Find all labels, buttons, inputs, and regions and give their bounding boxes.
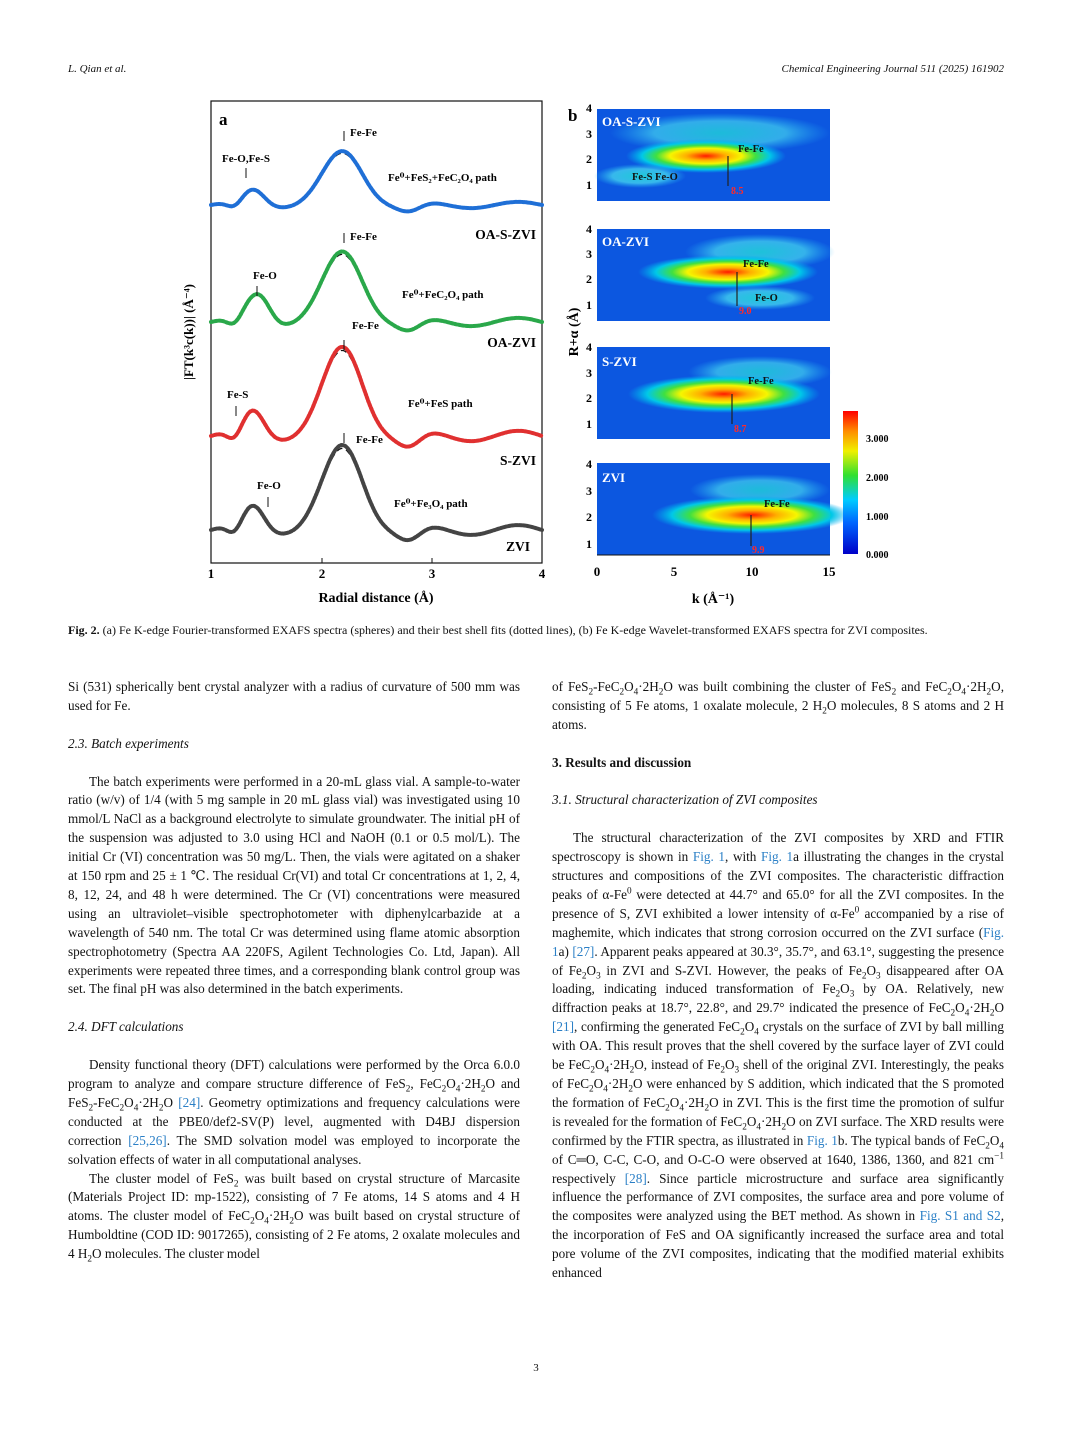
- citation-link[interactable]: [24]: [178, 1094, 201, 1110]
- wt-feo-label: Fe-O: [755, 293, 778, 304]
- text-run: O in ZVI. This is the first time the promotion of sulfur is revealed for the formation of FeC: [552, 1094, 1004, 1129]
- wt-sample-label: OA-S-ZVI: [602, 114, 661, 129]
- citation-link[interactable]: [21]: [552, 1019, 574, 1035]
- a-xtick-label: 3: [428, 566, 436, 581]
- oasz-path-label: Fe⁰+FeS₂+FeC₂O₄ path: [388, 172, 497, 184]
- wt-fefe-label: Fe-Fe: [738, 144, 764, 155]
- text-run: The structural characterization of the ZVI composites by XRD and FTIR spectroscopy is shown in: [552, 830, 1004, 865]
- wt-ytick: 2: [586, 272, 592, 286]
- wt-fes-label: Fe-S Fe-O: [632, 172, 678, 183]
- wt-ytick: 3: [586, 484, 592, 498]
- oaz-path-label: Fe⁰+FeC₂O₄ path: [402, 289, 484, 301]
- text-run: O molecules. The cluster model: [92, 1246, 260, 1262]
- panel-b: [566, 101, 889, 607]
- wt-kmax-label: 8.5: [731, 186, 744, 197]
- page-number: 3: [533, 1362, 539, 1374]
- section-heading-2-3: 2.3. Batch experiments: [68, 735, 189, 751]
- wt-hotspot: [628, 375, 820, 413]
- wt-ytick: 4: [586, 457, 592, 471]
- b-xtick-label: 10: [745, 564, 759, 579]
- text-run: , confirming the generated FeC: [573, 1019, 741, 1035]
- text-run: . Since particle microstructure and surface area significantly influence the performance of ZVI composites, the surface area and pore volume of the composites were analyzed using the BET method. As shown in: [552, 1170, 1005, 1224]
- wt-kmax-label: 9.0: [739, 306, 752, 317]
- wt-ytick: 4: [586, 340, 592, 354]
- wt-ytick: 1: [586, 178, 592, 192]
- oasz-feo-label: Fe-O,Fe-S: [222, 153, 270, 165]
- paragraph-cluster: The cluster model of FeS$_2$ was built based on crystal structure of Marcasite (Materials Project ID: mp-1522), consisting of 7 Fe atoms, 14 S atoms and 4 H atoms. The cluster model of $FeC_2O_4\cdot 2H_2O$ was built based on crystal structure of Humboldtine (COD ID: 9017265), consisting of 2 Fe atoms, 2 oxalate molecules and 4 $H_2O$ molecules. The cluster model: [68, 1170, 521, 1264]
- text-run: crystals on the surface of ZVI by ball milling with OA. This result proves that the shell covered by the surface layer of ZVI could be FeC: [552, 1019, 1004, 1073]
- colorbar-label: 3.000: [866, 434, 889, 445]
- text-run: O, consisting of 5 Fe atoms, 1 oxalate molecule, 2 H: [552, 679, 1004, 713]
- wt-yaxes: [586, 101, 592, 551]
- wt-fefe-label: Fe-Fe: [748, 376, 774, 387]
- left-column: [68, 678, 520, 1264]
- text-run: The SMD solvation model was employed to incorporate the solvation effects of water in all computational analyses.: [68, 1132, 521, 1167]
- wt-ytick: 1: [586, 298, 592, 312]
- panel-a-label: a: [219, 110, 228, 129]
- colorbar-label: 2.000: [866, 473, 889, 484]
- spectrum-curve: [211, 347, 542, 447]
- caption-label: Fig. 2.: [68, 623, 100, 637]
- a-xtick-label: 2: [318, 566, 326, 581]
- colorbar-label: 0.000: [866, 550, 889, 561]
- zvi-path-label: Fe⁰+Fe₃O₄ path: [394, 498, 468, 510]
- a-xtick-label: 4: [538, 566, 546, 581]
- text-run: with: [732, 849, 757, 865]
- sz-path-label: Fe⁰+FeS path: [408, 398, 473, 410]
- figure-link[interactable]: Fig. 1: [761, 849, 794, 865]
- wt-panel-zvi: [597, 463, 852, 556]
- fit-curve: [211, 254, 542, 330]
- text-run: was built based on crystal structure of Marcasite (Materials Project ID: mp-1522), consisting of 7 Fe atoms, 14 S atoms and 4 H atoms. The cluster model of FeC: [68, 1170, 521, 1224]
- wt-ytick: 3: [586, 366, 592, 380]
- text-run: in ZVI and S-ZVI. However, the peaks of Fe: [600, 962, 862, 978]
- paragraph-dft: Density functional theory (DFT) calculations were performed by the Orca 6.0.0 program to analyze and compare structure difference of FeS$_2$, $FeC_2O_4\cdot 2H_2O$ and $FeS_2-FeC_2O_4\cdot 2H_2O$ [24]. Geometry optimizations and frequency calculations were conducted at the PBE0/def2-SV(P) level, augmented with D4BJ dispersion correction [25,26]. The SMD solvation model was employed to incorporate the solvation effects of water in all computational analyses.: [68, 1057, 521, 1167]
- text-run: Density functional theory (DFT) calculations were performed by the Orca 6.0.0 program to analyze and compare structure difference of FeS: [68, 1057, 520, 1091]
- wt-panel-sz: [597, 347, 832, 439]
- wt-sample-label: OA-ZVI: [602, 234, 649, 249]
- text-run: a illustrating the changes in the crystal structures and compositions of the ZVI composites. The characteristic diffraction peaks of α-Fe: [552, 849, 1005, 902]
- fit-curve: [211, 351, 542, 447]
- text-run: a): [558, 943, 569, 959]
- wt-ytick: 1: [586, 537, 592, 551]
- panel-b-label: b: [568, 106, 578, 125]
- wt-panel-oasz: [594, 109, 830, 201]
- paragraph-batch: The batch experiments were performed in a 20-mL glass vial. A sample-to-water ratio (w/v) of 1/4 (with 5 mg sample in 20 mL glass vial) was investigated using 10 mmol/L NaCl as a background electrolyte to simulate groundwater. The initial pH of the suspension was adjusted to 3.0 using HCl and NaOH (0.1 or 0.5 mol/L). The initial Cr (VI) concentration was 50 mg/L. Then, the vials were agitated on a shaker at 150 rpm and 25 ± 1 ℃. The residual Cr(VI) and total Cr concentrations at 1, 2, 4, 8, 12, 24, and 48 h were determined. The Cr (VI) concentrations were measured using an ultraviolet–visible spectrophotometer with diphenylcarbazide at a wavelength of 540 nm. The total Cr was determined using flame atomic absorption spectrophotometry (Spectra AA 220FS, Agilent Technologies Co. Ltd, Japan). All experiments were repeated three times, and a corresponding blank control group was set. The final pH was also determined in the batch experiments.: [68, 773, 520, 997]
- wt-ytick: 1: [586, 417, 592, 431]
- sz-fes-label: Fe-S: [227, 389, 249, 401]
- wt-sample-label: ZVI: [602, 470, 626, 485]
- paragraph-continued: of $FeS_2-FeC_2O_4\cdot 2H_2O$ was built combining the cluster of FeS$_2$ and $FeC_2O_4\cdot 2H_2O$, consisting of 5 Fe atoms, 1 oxalate molecule, 2 $H_2O$ molecules, 8 S atoms and 2 H atoms.: [552, 679, 1004, 732]
- wt-kmax-label: 8.7: [734, 424, 747, 435]
- oaz-feo-label: Fe-O: [253, 270, 277, 282]
- wt-hotspot: [638, 255, 818, 289]
- a-xaxis-label: Radial distance (Å): [318, 591, 434, 606]
- wt-hotspot: [652, 496, 852, 534]
- text-run: O were enhanced by S addition, which indicated that the S promoted the formation of FeC: [552, 1075, 1005, 1110]
- figure-link[interactable]: Fig. S1 and S2: [919, 1208, 1001, 1224]
- oasz-fefe-label: Fe-Fe: [350, 127, 377, 139]
- text-run: disappeared after OA loading, indicating induced transformation of Fe: [552, 962, 1004, 997]
- text-run: b. The typical bands of FeC: [837, 1132, 986, 1148]
- wt-ytick: 4: [586, 101, 592, 115]
- text-run: O, instead of Fe: [634, 1057, 721, 1073]
- citation-link[interactable]: [25,26]: [128, 1132, 167, 1148]
- text-run: were detected at 44.7° and 65.0° for all the ZVI composites. In the presence of S, ZVI exhibited a lower intensity of α-Fe: [552, 886, 1005, 921]
- figure-caption: [68, 622, 1004, 638]
- section-heading-3-1: 3.1. Structural characterization of ZVI composites: [552, 792, 818, 808]
- b-xaxis-label: k (Å⁻¹): [691, 592, 735, 607]
- wt-fefe-label: Fe-Fe: [764, 499, 790, 510]
- running-header-journal: Chemical Engineering Journal 511 (2025) 161902: [781, 63, 1004, 75]
- b-xtick-label: 15: [822, 564, 836, 579]
- wt-panel-oaz: [597, 229, 835, 321]
- b-xtick-label: 5: [670, 564, 678, 579]
- fit-curve: [211, 448, 542, 539]
- text-run: of FeS: [552, 679, 589, 694]
- colorbar: [843, 411, 858, 554]
- text-run: . Apparent peaks appeared at 30.3°, 35.7°, and 63.1°, suggesting the presence of Fe: [552, 943, 1004, 978]
- citation-link[interactable]: [27]: [572, 943, 595, 959]
- figure-link[interactable]: Fig. 1: [552, 924, 1004, 959]
- wt-ytick: 2: [586, 510, 592, 524]
- wt-ytick: 2: [586, 152, 592, 166]
- wt-ytick: 3: [586, 127, 592, 141]
- wt-kmax-label: 9.9: [752, 545, 765, 556]
- text-run: by OA. Relatively, new diffraction peaks at 18.7°, 22.8°, and 29.7° indicated the presence of FeC: [552, 981, 1004, 1016]
- b-yaxis-label: R+α (Å): [567, 307, 582, 357]
- text-run: accompanied by a rise of maghemite, which indicates that strong corrosion occurred on the ZVI surface (: [552, 905, 1004, 940]
- figure-link[interactable]: Fig. 1: [806, 1132, 838, 1148]
- text-run: O on ZVI surface. The XRD results were confirmed by the FTIR spectra, as illustrated in: [552, 1113, 1004, 1148]
- caption-text: (a) Fe K-edge Fourier-transformed EXAFS spectra (spheres) and their best shell fits (dotted lines), (b) Fe K-edge Wavelet-transformed EXAFS spectra for ZVI composites.: [99, 623, 928, 637]
- text-run: of C═O, C-C, C-O, and O-C-O were observed at 1640, 1386, 1360, and 821 cm: [552, 1151, 995, 1167]
- sz-sample-label: S-ZVI: [499, 453, 536, 468]
- section-heading-3: 3. Results and discussion: [552, 754, 692, 770]
- a-yaxis-label: |FT(k³c(k))| (Å⁻⁴): [181, 284, 196, 380]
- right-column: [552, 678, 1004, 1283]
- paragraph: Si (531) spherically bent crystal analyzer with a radius of curvature of 500 mm was used for Fe.: [68, 679, 520, 713]
- text-run: The cluster model of FeS: [89, 1170, 234, 1186]
- oaz-sample-label: OA-ZVI: [487, 335, 536, 350]
- panel-a: [181, 101, 546, 606]
- wt-ytick: 3: [586, 247, 592, 261]
- text-run: , the incorporation of FeS and OA significantly increased the surface area and total pore volume of the ZVI composites, indicating that the modified material exhibits enhanced: [552, 1208, 1005, 1281]
- sz-fefe-label: Fe-Fe: [352, 320, 379, 332]
- zvi-sample-label: ZVI: [505, 539, 530, 554]
- text-run: was built based on crystal structure of Humboldtine (COD ID: 9017265), consisting of 2 Fe atoms, 2 oxalate molecules and 4 H: [68, 1208, 520, 1262]
- a-xtick-label: 1: [207, 566, 215, 581]
- colorbar-label: 1.000: [866, 512, 889, 523]
- figure-link[interactable]: Fig. 1: [692, 849, 725, 865]
- oasz-sample-label: OA-S-ZVI: [475, 227, 536, 242]
- spectrum-curve: [211, 252, 542, 331]
- panel-a-frame: [211, 101, 542, 563]
- wt-ytick: 4: [586, 222, 592, 236]
- section-heading-2-4: 2.4. DFT calculations: [68, 1019, 184, 1035]
- wt-ytick: 2: [586, 391, 592, 405]
- wt-fefe-label: Fe-Fe: [743, 259, 769, 270]
- paragraph-results: The structural characterization of the ZVI composites by XRD and FTIR spectroscopy is shown in Fig. 1, with Fig. 1a illustrating the changes in the crystal structures and compositions of the ZVI composites. The characteristic diffraction peaks of α-Fe$^0$ were detected at 44.7° and 65.0° for all the ZVI composites. In the presence of S, ZVI exhibited a lower intensity of α-Fe$^0$ accompanied by a rise of maghemite, which indicates that strong corrosion occurred on the ZVI surface (Fig. 1a) [27]. Apparent peaks appeared at 30.3°, 35.7°, and 63.1°, suggesting the presence of $Fe_2O_3$ in ZVI and S-ZVI. However, the peaks of $Fe_2O_3$ disappeared after OA loading, indicating induced transformation of $Fe_2O_3$ by OA. Relatively, new diffraction peaks at 18.7°, 22.8°, and 29.7° indicated the presence of $FeC_2O_4\cdot 2H_2O$ [21], confirming the generated $FeC_2O_4$ crystals on the surface of ZVI by ball milling with OA. This result proves that the shell covered by the surface layer of ZVI could be $FeC_2O_4\cdot 2H_2O$, instead of $Fe_2O_3$ shell of the original ZVI. Interestingly, the peaks of $FeC_2O_4\cdot 2H_2O$ were enhanced by S addition, which indicated that the S promoted the formation of $FeC_2O_4\cdot 2H_2O$ in ZVI. This is the first time the promotion of sulfur is revealed for the formation of $FeC_2O_4\cdot 2H_2O$ on ZVI surface. The XRD results were confirmed by the FTIR spectra, as illustrated in Fig. 1b. The typical bands of $FeC_2O_4$ of C═O, C-C, C-O, and O-C-O were observed at 1640, 1386, 1360, and 821 $cm^{-1}$ respectively [28]. Since particle microstructure and surface area significantly influence the performance of ZVI composites, the surface area and pore volume of the composites were analyzed using the BET method. As shown in Fig. S1 and S2, the incorporation of FeS and OA significantly increased the surface area and total pore volume of the ZVI composites, indicating that the modified material exhibits enhanced: [552, 830, 1005, 1281]
- text-run: shell of the original ZVI. Interestingly, the peaks of FeC: [552, 1057, 1004, 1091]
- text-run: was built combining the cluster of FeS: [672, 679, 892, 694]
- text-run: and FeC: [896, 679, 948, 694]
- zvi-fefe-label: Fe-Fe: [356, 434, 383, 446]
- wt-sample-label: S-ZVI: [602, 354, 637, 369]
- running-header-authors: L. Qian et al.: [68, 63, 127, 75]
- figure-2: [0, 0, 1072, 620]
- b-xtick-label: 0: [593, 564, 601, 579]
- zvi-feo-label: Fe-O: [257, 480, 281, 492]
- text-run: O molecules, 8 S atoms and 2 H atoms.: [552, 697, 1004, 732]
- spectrum-curve: [211, 445, 542, 540]
- text-run: Geometry optimizations and frequency calculations were conducted at the PBE0/def2-SV(P) level, augmented with D4BJ dispersion correction: [68, 1094, 520, 1148]
- text-run: respectively: [552, 1170, 616, 1186]
- oaz-fefe-label: Fe-Fe: [350, 231, 377, 243]
- citation-link[interactable]: [28]: [624, 1170, 647, 1186]
